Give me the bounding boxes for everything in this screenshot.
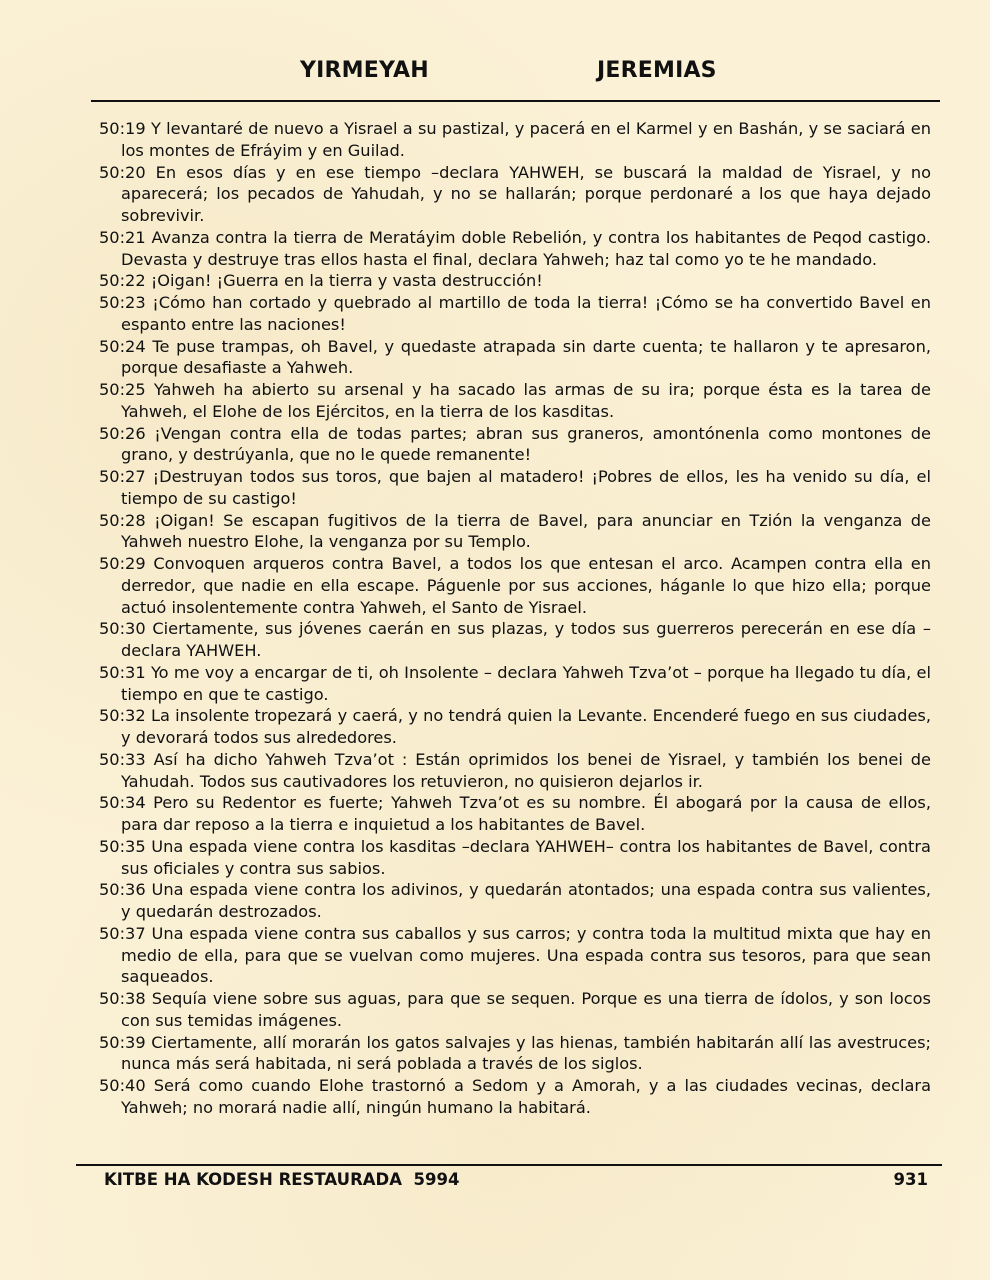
- verse: [99, 792, 931, 836]
- verse: [99, 879, 931, 923]
- verse-ref: 50:39: [99, 1032, 146, 1052]
- verse-ref: 50:29: [99, 554, 146, 573]
- footer-rule: [76, 1164, 942, 1166]
- verse-ref: 50:32: [99, 706, 146, 726]
- verse-ref: 50:37: [99, 923, 146, 943]
- verse-text: ¡Cómo han cortado y quebrado al martillo de toda la tierra! ¡Cómo se ha convertido Bavel en espanto entre las naciones!: [121, 293, 931, 334]
- verse-ref: 50:36: [99, 880, 146, 900]
- verse: [99, 553, 931, 618]
- verse: [99, 118, 931, 162]
- verse-ref: 50:27: [99, 467, 146, 486]
- verse-text: Yo me voy a encargar de ti, oh Insolente – declara Yahweh Tzva’ot – porque ha llegado tu día, el tiempo en que te castigo.: [121, 662, 931, 704]
- page-header: [0, 58, 990, 88]
- verse-text: Ciertamente, allí morarán los gatos salvajes y las hienas, también habitarán allí las avestruces; nunca más será habitada, ni será poblada a través de los siglos.: [121, 1032, 931, 1074]
- verse-text: ¡Oigan! ¡Guerra en la tierra y vasta destrucción!: [150, 271, 543, 291]
- running-title-spanish: JEREMIAS: [597, 58, 717, 83]
- verse-ref: 50:24: [99, 336, 146, 356]
- verse: [99, 662, 931, 706]
- verse: [99, 292, 931, 336]
- verse-ref: 50:21: [99, 227, 146, 247]
- verse-text: Una espada viene contra sus caballos y sus carros; y contra toda la multitud mixta que hay en medio de ella, para que se vuelvan como mujeres. Una espada contra sus tesoros, para que sean saqueados.: [121, 923, 931, 987]
- verse-text: Y levantaré de nuevo a Yisrael a su pastizal, y pacerá en el Karmel y en Bashán, y se saciará en los montes de Efráyim y en Guilad.: [121, 119, 931, 160]
- verse-text: Yahweh ha abierto su arsenal y ha sacado las armas de su ira; porque ésta es la tarea de Yahweh, el Elohe de los Ejércitos, en la tierra de los kasditas.: [121, 380, 931, 421]
- verse: [99, 1075, 931, 1119]
- verse-text: ¡Oigan! Se escapan fugitivos de la tierra de Bavel, para anunciar en Tzión la venganza de Yahweh nuestro Elohe, la venganza por su Templo.: [121, 510, 931, 552]
- verse-ref: 50:33: [99, 749, 146, 769]
- verse: [99, 336, 931, 380]
- verse-ref: 50:20: [99, 162, 146, 182]
- verse: [99, 510, 931, 554]
- verse-text: ¡Vengan contra ella de todas partes; abran sus graneros, amontónenla como montones de grano, y destrúyanla, que no le quede remanente!: [121, 423, 931, 465]
- verse-ref: 50:28: [99, 510, 146, 530]
- verse-ref: 50:34: [99, 793, 146, 813]
- verse: [99, 705, 931, 749]
- verse-text: Pero su Redentor es fuerte; Yahweh Tzva’ot es su nombre. Él abogará por la causa de ellos, para dar reposo a la tierra e inquietud a los habitantes de Bavel.: [121, 793, 931, 834]
- verse-text: Te puse trampas, oh Bavel, y quedaste atrapada sin darte cuenta; te hallaron y te apresaron, porque desafiaste a Yahweh.: [121, 336, 931, 378]
- verse-list: [99, 118, 931, 1119]
- verse-ref: 50:19: [99, 119, 146, 138]
- verse-ref: 50:30: [99, 619, 146, 639]
- header-rule: [91, 100, 940, 102]
- verse-ref: 50:38: [99, 989, 146, 1008]
- verse: [99, 227, 931, 271]
- footer-book-title: KITBE HA KODESH RESTAURADA 5994: [104, 1170, 460, 1189]
- verse: [99, 749, 931, 793]
- verse-ref: 50:23: [99, 293, 146, 312]
- verse: [99, 988, 931, 1032]
- verse-text: Una espada viene contra los adivinos, y quedarán atontados; una espada contra sus valientes, y quedarán destrozados.: [121, 880, 931, 921]
- verse-text: Ciertamente, sus jóvenes caerán en sus plazas, y todos sus guerreros perecerán en ese día – declara YAHWEH.: [121, 619, 931, 660]
- verse-text: La insolente tropezará y caerá, y no tendrá quien la Levante. Encenderé fuego en sus ciudades, y devorará todos sus alrededores.: [121, 706, 931, 747]
- verse-text: Así ha dicho Yahweh Tzva’ot : Están oprimidos los benei de Yisrael, y también los benei de Yahudah. Todos sus cautivadores los retuvieron, no quisieron dejarlos ir.: [121, 749, 931, 791]
- verse: [99, 836, 931, 880]
- verse: [99, 270, 931, 292]
- verse: [99, 1032, 931, 1076]
- verse-text: En esos días y en ese tiempo –declara YAHWEH, se buscará la maldad de Yisrael, y no aparecerá; los pecados de Yahudah, y no se hallarán; porque perdonaré a los que haya dejado sobrevivir.: [121, 162, 931, 225]
- verse: [99, 923, 931, 988]
- verse-ref: 50:25: [99, 380, 146, 399]
- verse: [99, 162, 931, 227]
- verse-ref: 50:40: [99, 1076, 146, 1095]
- verse-ref: 50:22: [99, 271, 146, 291]
- verse: [99, 379, 931, 423]
- running-title-hebrew: YIRMEYAH: [300, 58, 429, 83]
- verse: [99, 423, 931, 467]
- verse-text: ¡Destruyan todos sus toros, que bajen al matadero! ¡Pobres de ellos, les ha venido su día, el tiempo de su castigo!: [121, 467, 932, 508]
- verse: [99, 618, 931, 662]
- verse-text: Será como cuando Elohe trastornó a Sedom y a Amorah, y a las ciudades vecinas, declara Yahweh; no morará nadie allí, ningún humano la habitará.: [121, 1076, 931, 1117]
- verse: [99, 466, 931, 510]
- verse-text: Una espada viene contra los kasditas –declara YAHWEH– contra los habitantes de Bavel, contra sus oficiales y contra sus sabios.: [121, 836, 931, 878]
- verse-text: Convoquen arqueros contra Bavel, a todos los que entesan el arco. Acampen contra ella en derredor, que nadie en ella escape. Páguenle por sus acciones, háganle lo que hizo ella; porque actuó insolentemente contra Yahweh, el Santo de Yisrael.: [121, 554, 931, 617]
- verse-ref: 50:26: [99, 423, 146, 443]
- verse-ref: 50:35: [99, 836, 146, 856]
- verse-ref: 50:31: [99, 662, 146, 682]
- verse-text: Sequía viene sobre sus aguas, para que se sequen. Porque es una tierra de ídolos, y son locos con sus temidas imágenes.: [121, 989, 931, 1030]
- page-number: 931: [893, 1170, 928, 1189]
- verse-text: Avanza contra la tierra de Meratáyim doble Rebelión, y contra los habitantes de Peqod castigo. Devasta y destruye tras ellos hasta el final, declara Yahweh; haz tal como yo te he mandado.: [121, 227, 931, 269]
